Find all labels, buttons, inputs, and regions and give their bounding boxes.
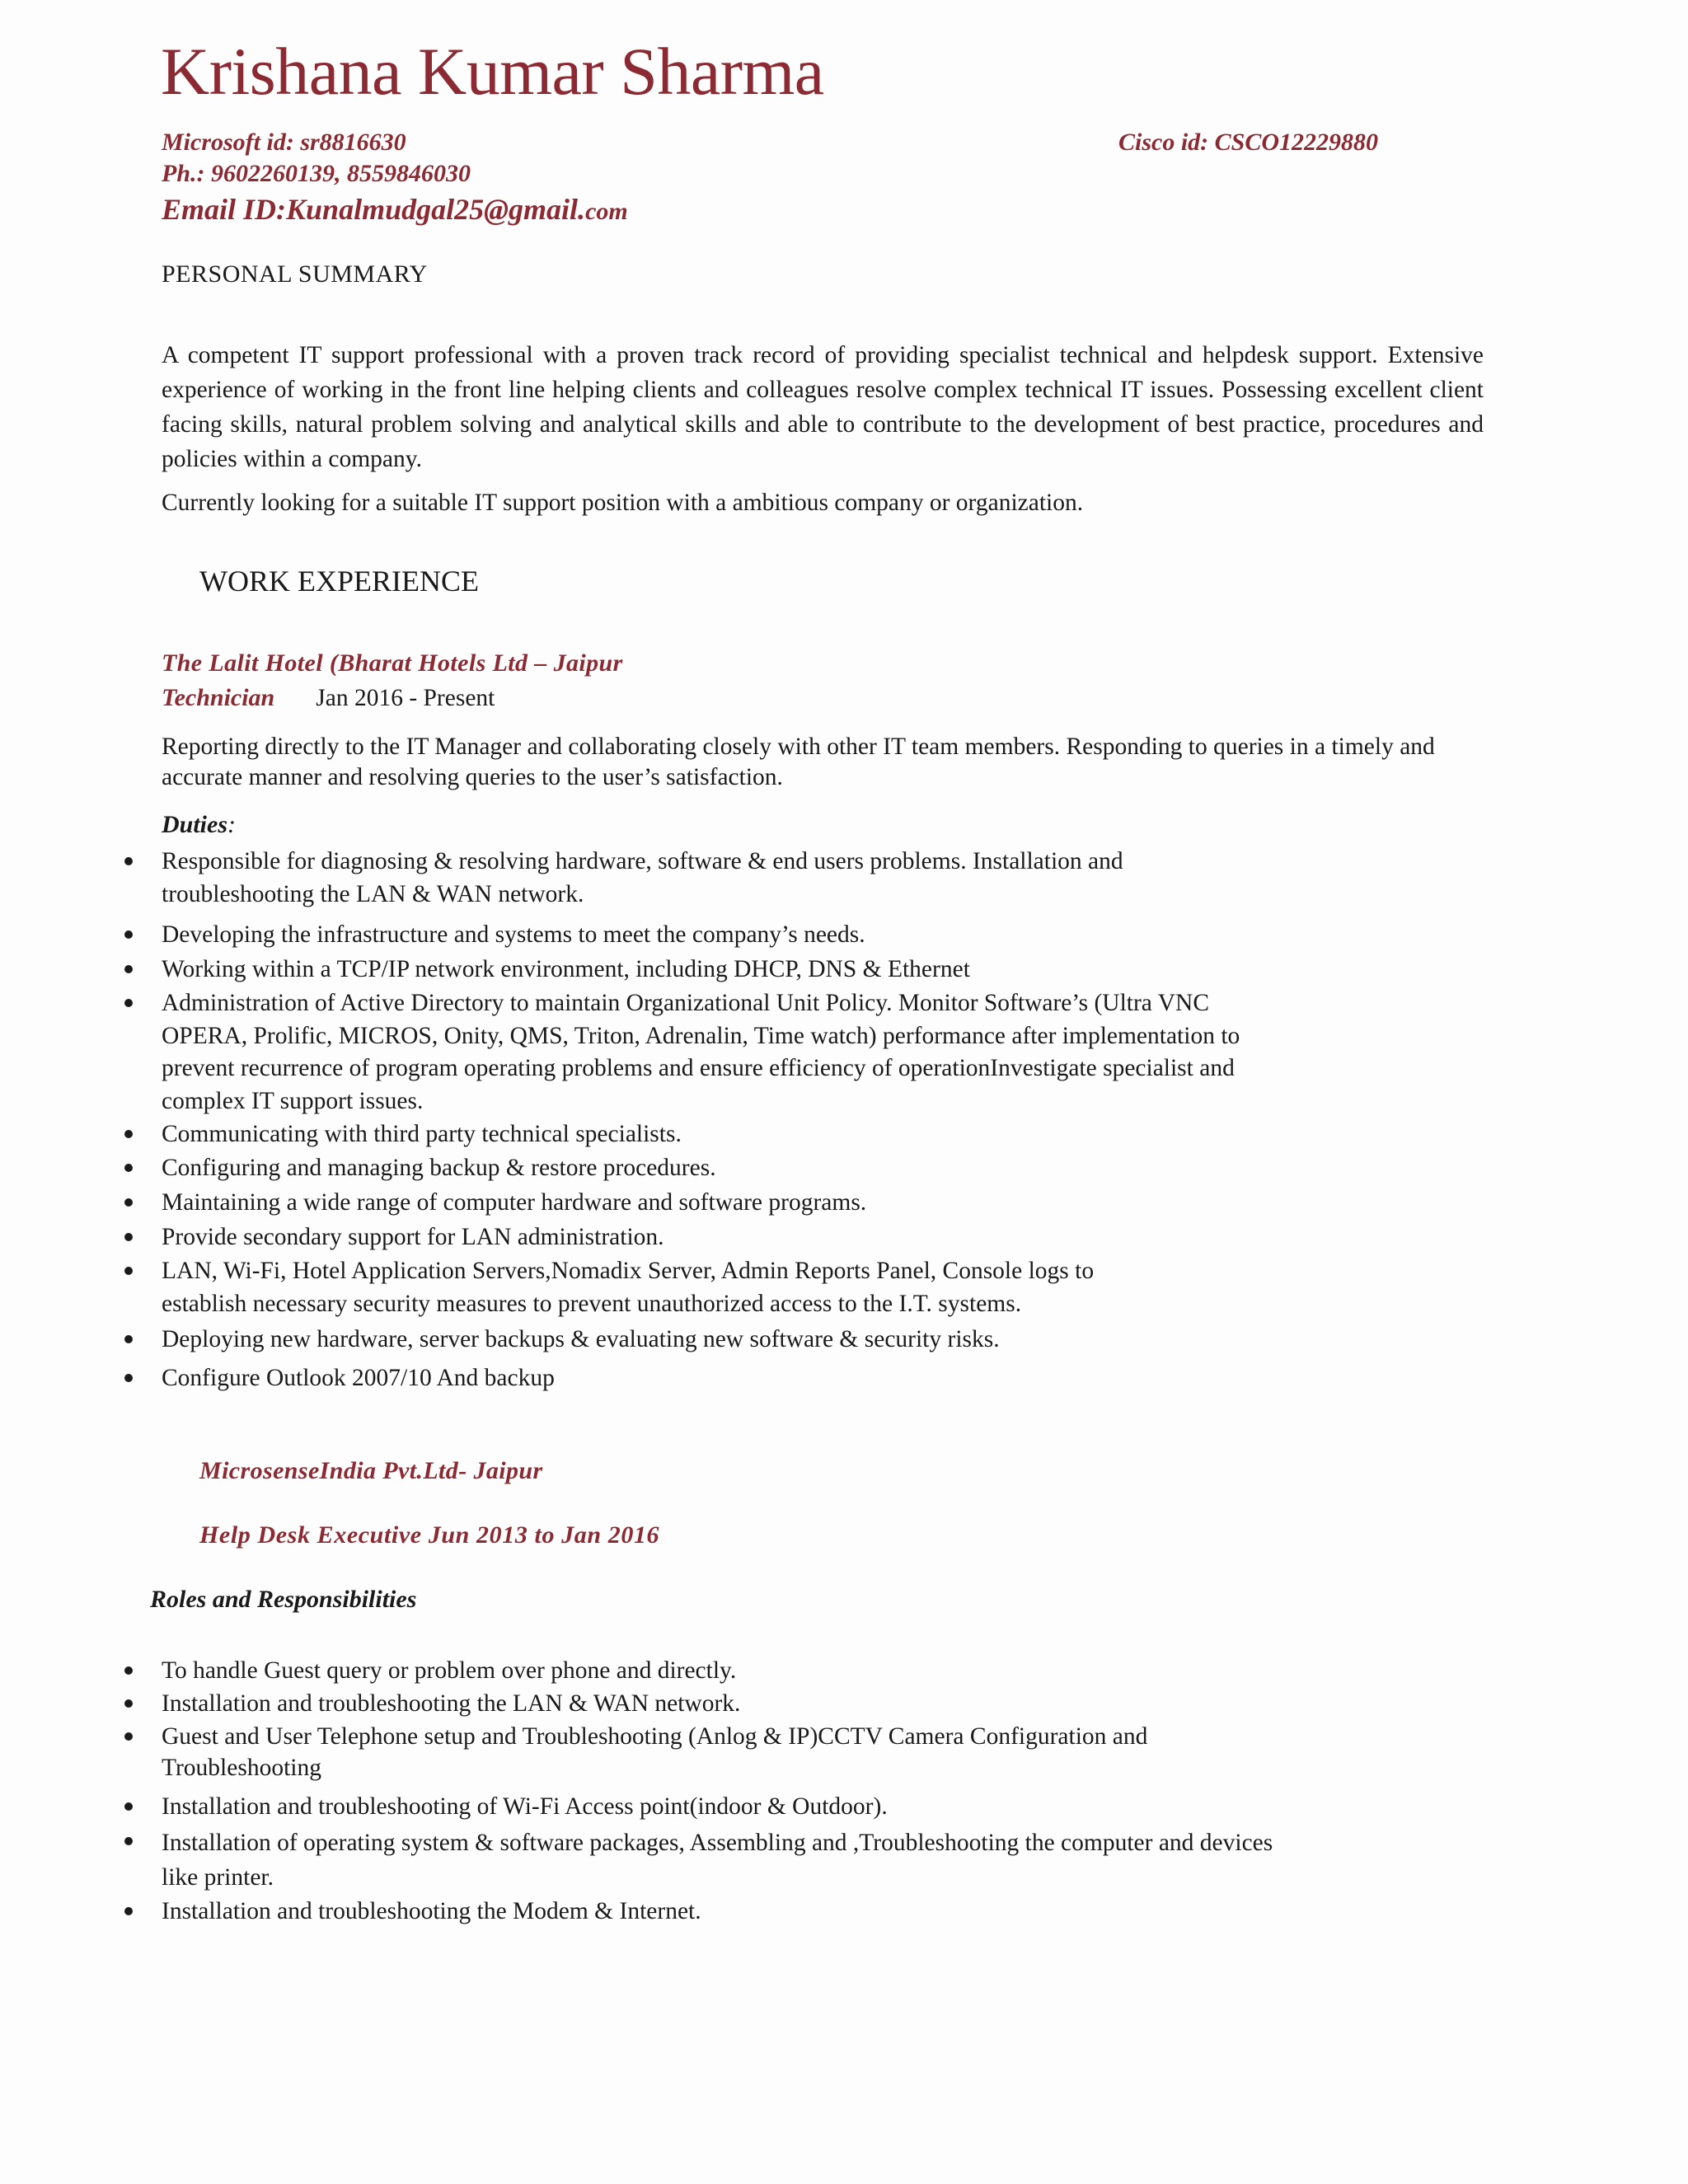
summary-goal: Currently looking for a suitable IT support position with a ambitious company or organization. [162, 490, 1084, 516]
list-item [162, 1221, 1497, 1254]
list-item [162, 954, 1497, 987]
duty-text: LAN, Wi-Fi, Hotel Application Servers,Nomadix Server, Admin Reports Panel, Console logs to establish necessary security measures to prevent unauthorized access to the I.T. systems. [162, 1258, 1095, 1317]
duty-text: Communicating with third party technical specialists. [162, 1121, 682, 1147]
job1-dates: Jan 2016 - Present [316, 685, 495, 711]
job2-company: MicrosenseIndia Pvt.Ltd- Jaipur [199, 1457, 543, 1484]
duties-label-line [162, 811, 236, 839]
duty-text: Administration of Active Directory to maintain Organizational Unit Policy. Monitor Software’s (Ultra VNC OPERA, Prolific, MICROS, Onity, QMS, Triton, Adrenalin, Time watch) performance after implementation to prevent recurrence of program operating problems and ensure efficiency of operationInvestigate specialist and complex IT support issues. [162, 990, 1240, 1114]
role-text: Installation and troubleshooting the Modem & Internet. [162, 1898, 701, 1924]
job1-description: Reporting directly to the IT Manager and collaborating closely with other IT team members. Responding to queries in a timely and accurate manner and resolving queries to the user’s satisfaction. [162, 733, 1435, 790]
bullet-icon [124, 1130, 133, 1138]
phone-numbers: Ph.: 9602260139, 8559846030 [162, 160, 471, 187]
duty-text: Responsible for diagnosing & resolving hardware, software & end users problems. Installation and troubleshooting the LAN & WAN network. [162, 848, 1123, 907]
list-item [162, 1825, 1497, 1895]
list-item [162, 1896, 1497, 1929]
candidate-name: Krishana Kumar Sharma [161, 34, 824, 109]
role-text: Installation and troubleshooting the LAN & WAN network. [162, 1690, 741, 1717]
work-experience-heading: WORK EXPERIENCE [199, 565, 479, 598]
duty-text: Configure Outlook 2007/10 And backup [162, 1365, 555, 1391]
duties-label: Duties [162, 811, 228, 838]
bullet-icon [124, 1374, 133, 1382]
list-item [162, 1688, 1497, 1721]
list-item [162, 919, 1497, 952]
list-item [162, 1655, 1497, 1688]
job1-role: Technician [162, 684, 275, 711]
list-item [162, 1118, 1497, 1151]
bullet-icon [124, 1198, 133, 1207]
duty-text: Deploying new hardware, server backups & evaluating new software & security risks. [162, 1326, 1000, 1352]
duty-text: Maintaining a wide range of computer hardware and software programs. [162, 1189, 867, 1216]
job2-role-dates: Help Desk Executive Jun 2013 to Jan 2016 [199, 1521, 660, 1549]
role-text: To handle Guest query or problem over phone and directly. [162, 1657, 737, 1684]
roles-heading: Roles and Responsibilities [150, 1586, 417, 1613]
bullet-icon [124, 1666, 133, 1675]
bullet-icon [124, 1233, 133, 1241]
role-text: Guest and User Telephone setup and Troubleshooting (Anlog & IP)CCTV Camera Configuration and Troubleshooting [162, 1723, 1148, 1781]
bullet-icon [124, 1164, 133, 1172]
bullet-icon [124, 1699, 133, 1708]
bullet-icon [124, 857, 133, 865]
duties-colon: : [227, 811, 237, 838]
personal-summary-heading: PERSONAL SUMMARY [162, 260, 428, 288]
cisco-id: Cisco id: CSCO12229880 [1118, 129, 1379, 156]
bullet-icon [124, 1732, 133, 1741]
email-domain-suffix: com [585, 198, 628, 225]
role-text: Installation of operating system & software packages, Assembling and ,Troubleshooting the computer and devices like printer. [162, 1830, 1273, 1891]
role-text: Installation and troubleshooting of Wi-Fi Access point(indoor & Outdoor). [162, 1793, 888, 1820]
list-item [162, 1255, 1497, 1320]
list-item [162, 846, 1497, 911]
job1-company: The Lalit Hotel (Bharat Hotels Ltd – Jaipur [162, 649, 623, 677]
list-item [162, 987, 1497, 1118]
job1-title-line [162, 684, 495, 712]
list-item [162, 1152, 1497, 1185]
list-item [162, 1324, 1497, 1357]
bullet-icon [124, 1907, 133, 1915]
bullet-icon [124, 1802, 133, 1811]
list-item [162, 1791, 1497, 1824]
list-item [162, 1721, 1497, 1783]
duty-text: Configuring and managing backup & restore procedures. [162, 1155, 716, 1181]
duty-text: Working within a TCP/IP network environment, including DHCP, DNS & Ethernet [162, 956, 970, 982]
list-item [162, 1187, 1497, 1220]
bullet-icon [124, 965, 133, 973]
bullet-icon [124, 930, 133, 939]
bullet-icon [124, 999, 133, 1007]
bullet-icon [124, 1267, 133, 1275]
email-address: Email ID:Kunalmudgal25@gmail. [162, 193, 586, 226]
bullet-icon [124, 1335, 133, 1343]
duty-text: Provide secondary support for LAN administration. [162, 1224, 664, 1250]
microsoft-id: Microsoft id: sr8816630 [162, 129, 406, 156]
summary-paragraph: A competent IT support professional with a proven track record of providing specialist technical and helpdesk support. Extensive experience of working in the front line helping clients and colleagues resolve complex technical IT issues. Possessing excellent client facing skills, natural problem solving and analytical skills and able to contribute to the development of best practice, procedures and policies within a company. [162, 342, 1484, 472]
email-line [162, 192, 628, 227]
bullet-icon [124, 1837, 133, 1845]
duty-text: Developing the infrastructure and systems to meet the company’s needs. [162, 921, 865, 948]
list-item [162, 1362, 1497, 1395]
